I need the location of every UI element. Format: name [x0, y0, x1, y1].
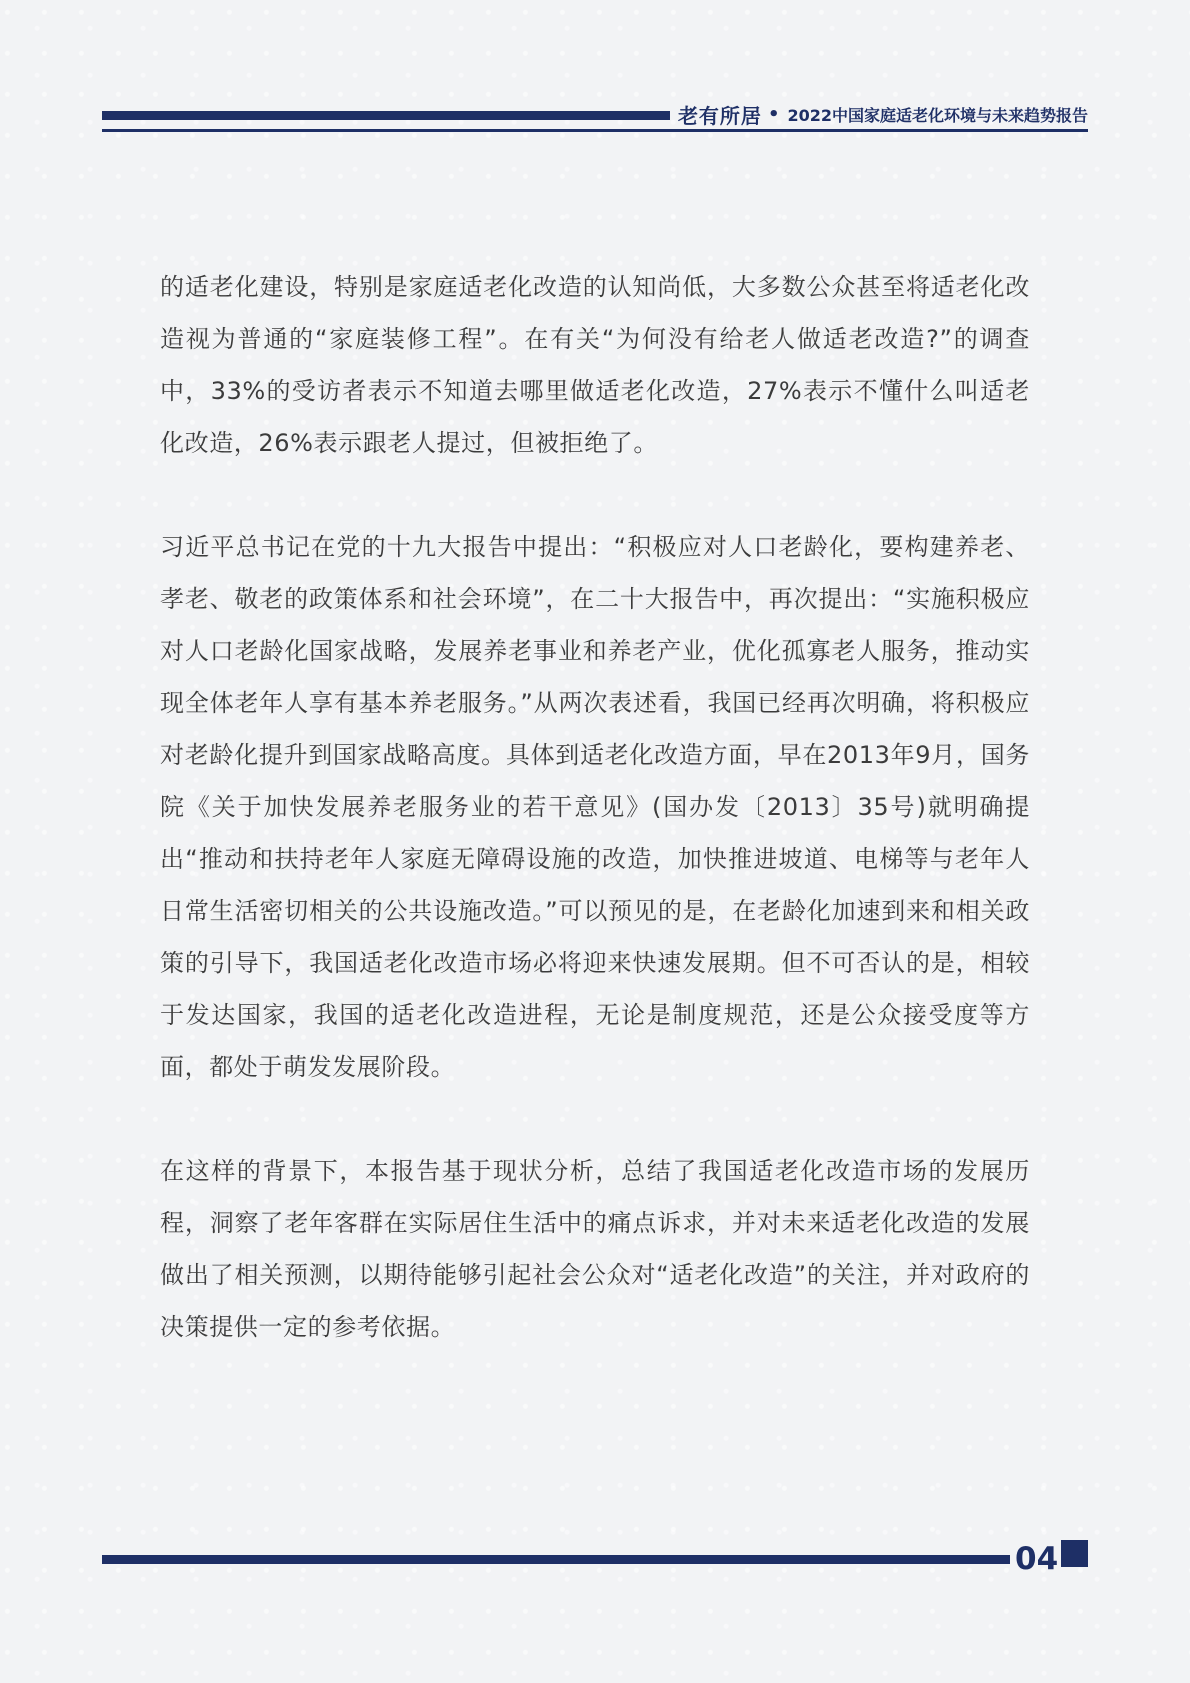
header-rule	[102, 129, 1088, 132]
header-bar	[102, 111, 670, 120]
header-brand: 老有所居	[677, 103, 762, 128]
paragraph-3: 在这样的背景下，本报告基于现状分析，总结了我国适老化改造市场的发展历程，洞察了老年客群在实际居住生活中的痛点诉求，并对未来适老化改造的发展做出了相关预测，以期待能够引起社会公众对“适老化改造”的关注，并对政府的决策提供一定的参考依据。	[160, 1157, 1030, 1341]
body-text	[160, 261, 1030, 1405]
header-report-title: 2022中国家庭适老化环境与未来趋势报告	[787, 105, 1088, 125]
running-header	[678, 100, 1088, 128]
page-number: 04	[1015, 1541, 1059, 1577]
footer-square-mark	[1061, 1540, 1088, 1567]
header-separator: •	[767, 103, 780, 125]
footer-rule	[102, 1555, 1010, 1564]
paragraph-1: 的适老化建设，特别是家庭适老化改造的认知尚低，大多数公众甚至将适老化改造视为普通的“家庭装修工程”。在有关“为何没有给老人做适老改造?”的调查中，33%的受访者表示不知道去哪里做适老化改造，27%表示不懂什么叫适老化改造，26%表示跟老人提过，但被拒绝了。	[160, 273, 1030, 457]
paragraph-2: 习近平总书记在党的十九大报告中提出：“积极应对人口老龄化，要构建养老、孝老、敬老的政策体系和社会环境”，在二十大报告中，再次提出：“实施积极应对人口老龄化国家战略，发展养老事业和养老产业，优化孤寡老人服务，推动实现全体老年人享有基本养老服务。”从两次表述看，我国已经再次明确，将积极应对老龄化提升到国家战略高度。具体到适老化改造方面，早在2013年9月，国务院《关于加快发展养老服务业的若干意见》(国办发〔2013〕35号)就明确提出“推动和扶持老年人家庭无障碍设施的改造，加快推进坡道、电梯等与老年人日常生活密切相关的公共设施改造。”可以预见的是，在老龄化加速到来和相关政策的引导下，我国适老化改造市场必将迎来快速发展期。但不可否认的是，相较于发达国家，我国的适老化改造进程，无论是制度规范，还是公众接受度等方面，都处于萌发发展阶段。	[160, 533, 1030, 1081]
